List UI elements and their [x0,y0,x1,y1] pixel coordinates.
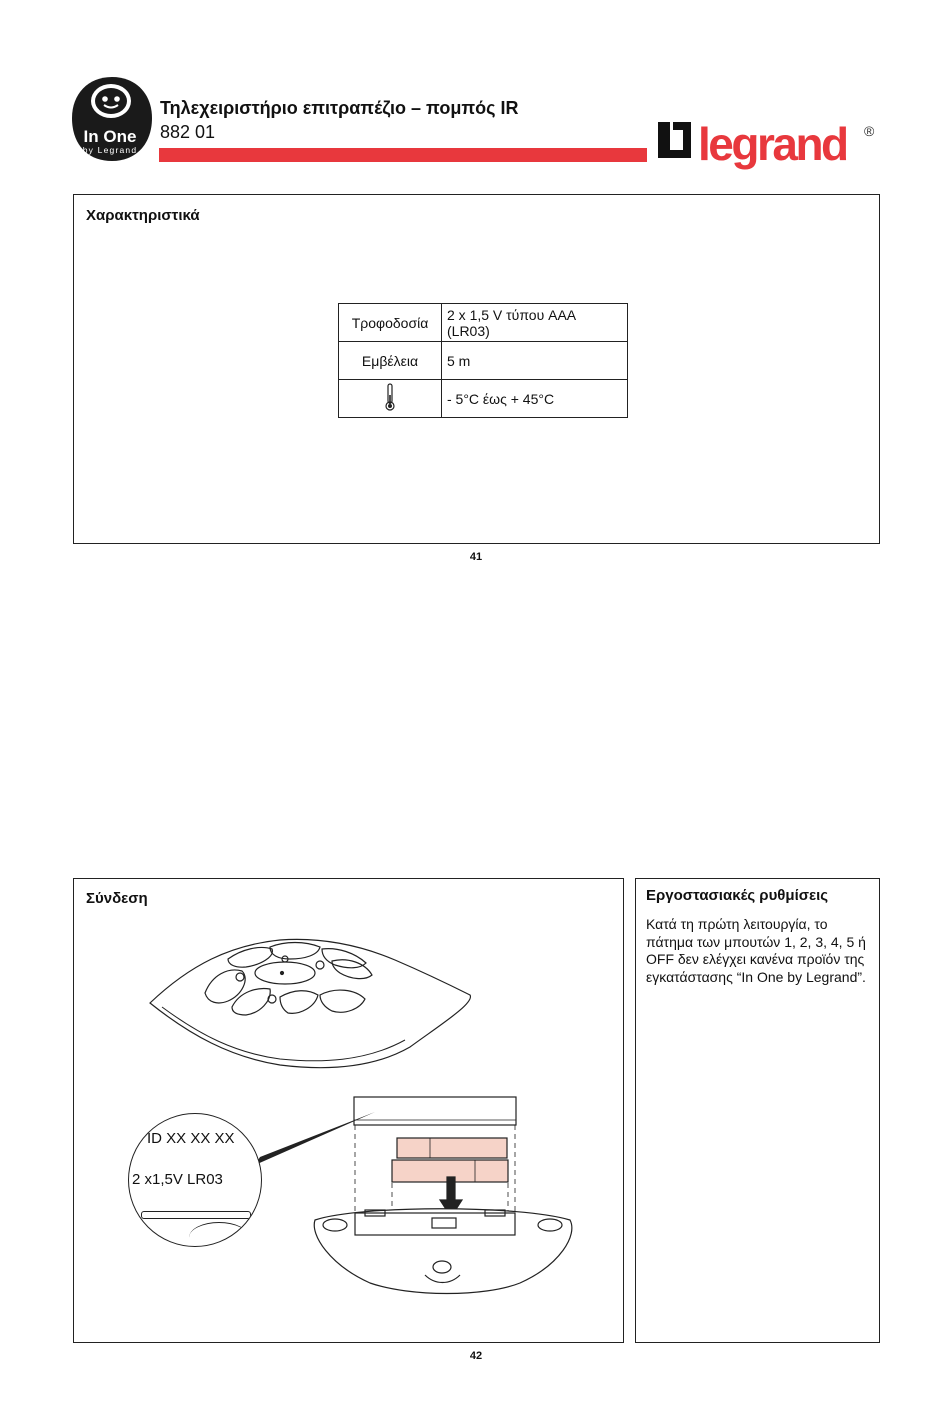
battery [397,1138,507,1158]
factory-settings-heading: Εργοστασιακές ρυθμίσεις [646,887,829,904]
callout-pointer [255,1112,375,1165]
spec-value: 5 m [442,342,628,380]
product-code: 882 01 [160,122,216,142]
legrand-logo [657,118,882,174]
table-row [339,380,628,418]
label-callout-circle [128,1113,262,1247]
in-one-logo-sub: by Legrand [82,145,138,155]
spec-value: 2 x 1,5 V τύπου AAA (LR03) [442,304,628,342]
callout-curve [189,1222,249,1247]
factory-settings-text: Κατά τη πρώτη λειτουργία, το πάτημα των μπουτών 1, 2, 3, 4, 5 ή OFF δεν ελέγχει κανένα προϊόν της εγκατάστασης “In One by Legrand”. [646,916,866,985]
connection-heading: Σύνδεση [86,890,148,907]
spec-label-icon [339,380,442,418]
remote-control-drawing [150,939,470,1067]
factory-settings-panel [635,878,880,1343]
spec-value: - 5°C έως + 45°C [442,380,628,418]
legrand-wordmark: legrand [698,118,847,170]
battery-pair [392,1138,508,1182]
registered-mark: ® [864,123,875,139]
characteristics-heading: Χαρακτηριστικά [86,207,200,224]
spec-label: Τροφοδοσία [339,304,442,342]
table-row [339,342,628,380]
in-one-logo [70,74,154,164]
page-number: 41 [469,551,483,563]
table-row [339,304,628,342]
document-title: Τηλεχειριστήριο επιτραπέζιο – πομπός IR [160,98,519,118]
page-number: 42 [469,1350,483,1362]
thermometer-icon [384,383,396,411]
header-red-bar [159,148,647,162]
spec-label: Εμβέλεια [339,342,442,380]
in-one-logo-main: In One [83,127,137,146]
callout-battery-text: 2 x1,5V LR03 [132,1171,223,1188]
remote-underside-drawing [314,1209,572,1294]
specs-table [338,303,628,418]
callout-id-text: ID XX XX XX [147,1130,235,1147]
callout-slot [141,1211,251,1219]
